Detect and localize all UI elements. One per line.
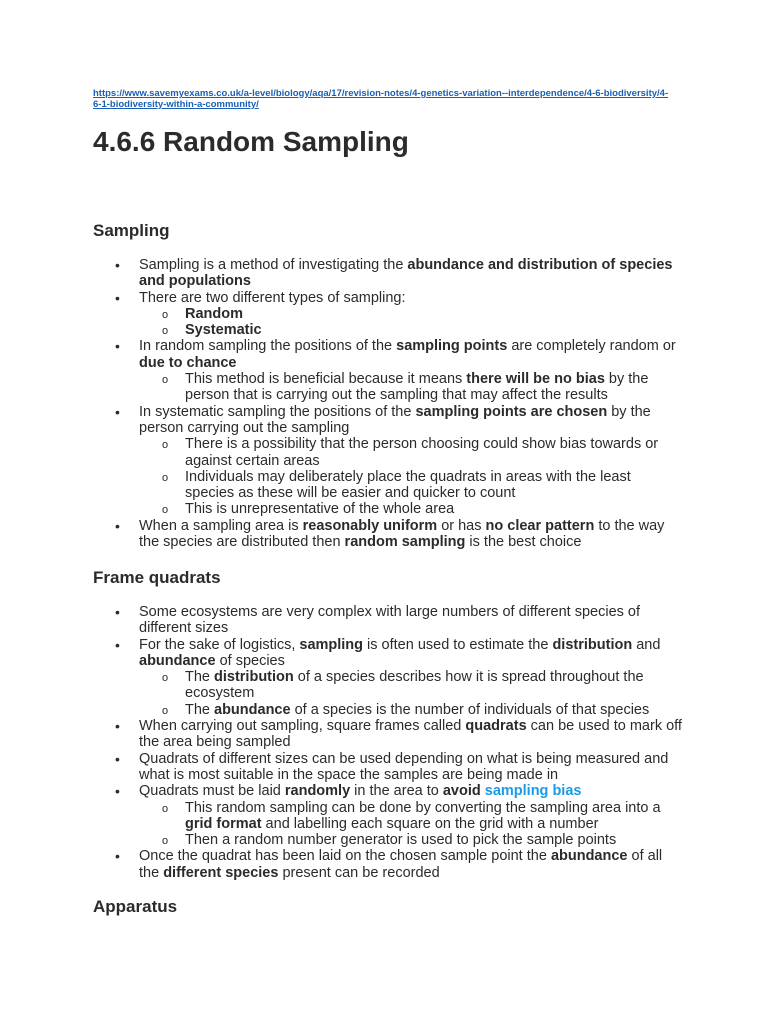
sub-list-item: o The abundance of a species is the number of individuals of that species [93, 702, 683, 718]
list-item: • Quadrats must be laid randomly in the area to avoid sampling bias [93, 783, 683, 799]
list-item: • Once the quadrat has been laid on the chosen sample point the abundance of all the different species present can be recorded [93, 848, 683, 881]
sub-list-item: o This is unrepresentative of the whole area [93, 501, 683, 517]
section-heading-frame-quadrats: Frame quadrats [93, 568, 221, 587]
sub-list-item: o Then a random number generator is used to pick the sample points [93, 832, 683, 848]
list-item: • When carrying out sampling, square frames called quadrats can be used to mark off the area being sampled [93, 718, 683, 751]
sampling-list [93, 257, 683, 550]
page-title: 4.6.6 Random Sampling [93, 126, 409, 157]
frame-quadrats-list [93, 604, 683, 881]
list-item: • When a sampling area is reasonably uniform or has no clear pattern to the way the species are distributed then random sampling is the best choice [93, 518, 683, 551]
list-item: • Quadrats of different sizes can be used depending on what is being measured and what is most suitable in the space the samples are being made in [93, 751, 683, 784]
sub-list-item: o Systematic [93, 322, 683, 338]
source-link[interactable]: https://www.savemyexams.co.uk/a-level/biology/aqa/17/revision-notes/4-genetics-variation--interdependence/4-6-biodiversity/4-6-1-biodiversity-within-a-community/ [93, 88, 669, 110]
sub-list-item: o There is a possibility that the person choosing could show bias towards or against certain areas [93, 436, 683, 469]
list-item: • In random sampling the positions of the sampling points are completely random or due to chance [93, 338, 683, 371]
section-heading-sampling: Sampling [93, 221, 170, 240]
list-item: • For the sake of logistics, sampling is often used to estimate the distribution and abundance of species [93, 637, 683, 670]
list-item: • In systematic sampling the positions of the sampling points are chosen by the person carrying out the sampling [93, 404, 683, 437]
section-heading-apparatus: Apparatus [93, 897, 178, 916]
list-item: • There are two different types of sampling: [93, 290, 683, 306]
sub-list-item: o The distribution of a species describes how it is spread throughout the ecosystem [93, 669, 683, 702]
sub-list-item: o Random [93, 306, 683, 322]
sampling-bias-link[interactable]: sampling bias [484, 783, 582, 800]
sub-list-item: o This method is beneficial because it means there will be no bias by the person that is carrying out the sampling that may affect the results [93, 371, 683, 404]
list-item: • Sampling is a method of investigating the abundance and distribution of species and populations [93, 257, 683, 290]
list-item: • Some ecosystems are very complex with large numbers of different species of different sizes [93, 604, 683, 637]
sub-list-item: o Individuals may deliberately place the quadrats in areas with the least species as these will be easier and quicker to count [93, 469, 683, 502]
sub-list-item: o This random sampling can be done by converting the sampling area into a grid format and labelling each square on the grid with a number [93, 800, 683, 833]
